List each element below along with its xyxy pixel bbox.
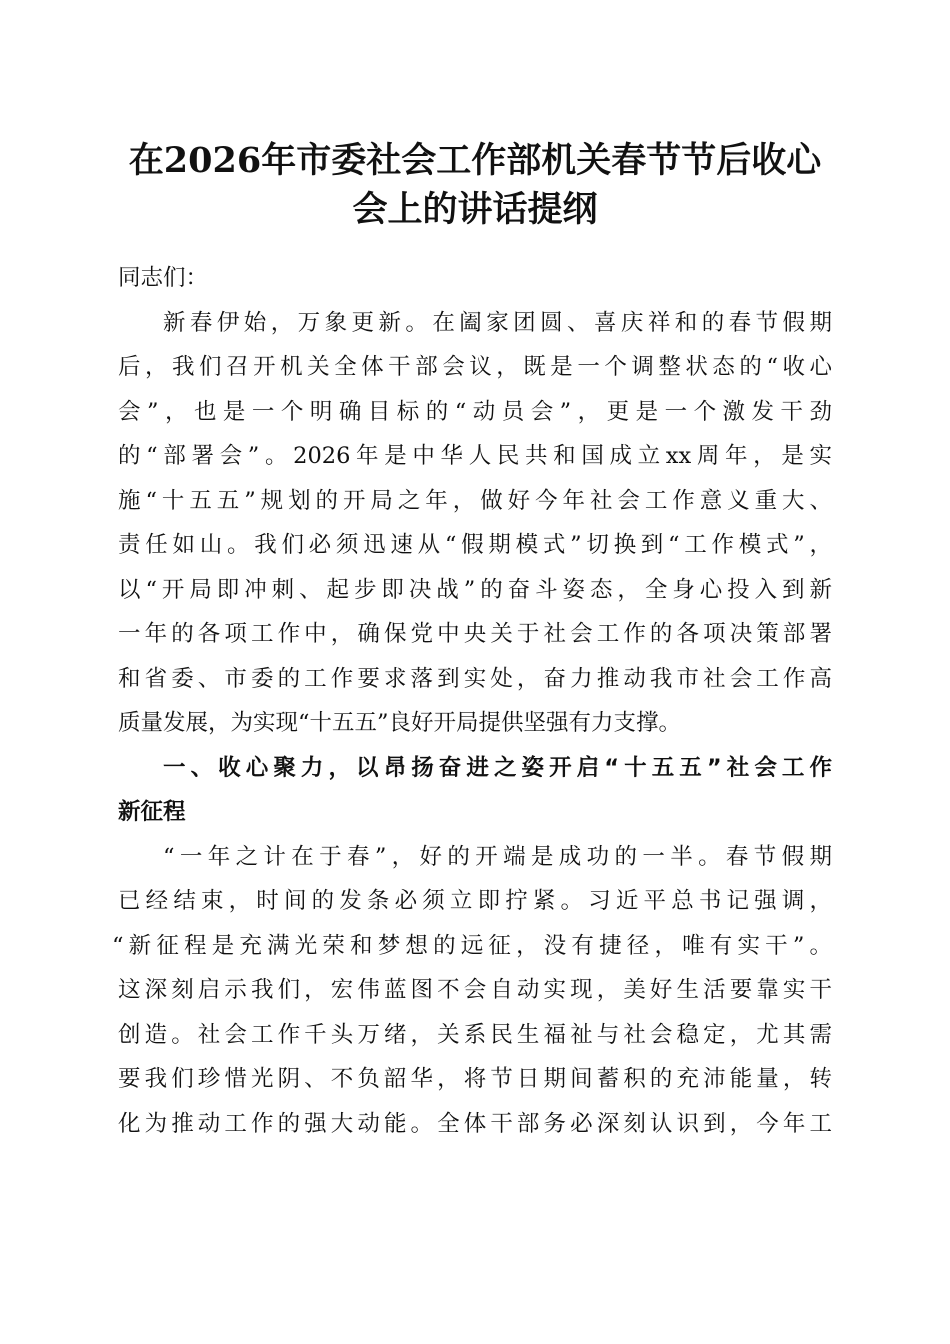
- paragraph-line: 会”，也是一个明确目标的“动员会”，更是一个激发干劲: [118, 398, 832, 425]
- section-heading-line: 一、收心聚力，以昂扬奋进之姿开启“十五五”社会工作: [163, 754, 832, 781]
- paragraph-line: 后，我们召开机关全体干部会议，既是一个调整状态的“收心: [118, 354, 832, 380]
- paragraph-line: 质量发展，为实现“十五五”良好开局提供坚强有力支撑。: [118, 710, 682, 736]
- paragraph-line: 新春伊始，万象更新。在阖家团圆、喜庆祥和的春节假期: [163, 309, 832, 336]
- paragraph-line: 施“十五五”规划的开局之年，做好今年社会工作意义重大、: [118, 487, 832, 514]
- paragraph-line: “新征程是充满光荣和梦想的远征，没有捷径，唯有实干”。: [112, 932, 832, 959]
- intro-paragraph: [118, 301, 832, 746]
- paragraph-line: 创造。社会工作千头万绪，关系民生福祉与社会稳定，尤其需: [118, 1021, 832, 1048]
- section-one-paragraph: [112, 835, 832, 1147]
- paragraph-line: “一年之计在于春”，好的开端是成功的一半。春节假期: [163, 843, 832, 870]
- document-title: [118, 136, 832, 234]
- paragraph-line: 责任如山。我们必须迅速从“假期模式”切换到“工作模式”，: [118, 532, 832, 558]
- paragraph-line: 以“开局即冲刺、起步即决战”的奋斗姿态，全身心投入到新: [118, 576, 832, 603]
- paragraph-line: 化为推动工作的强大动能。全体干部务必深刻认识到，今年工: [118, 1110, 832, 1137]
- paragraph-line: 要我们珍惜光阴、不负韶华，将节日期间蓄积的充沛能量，转: [118, 1066, 832, 1092]
- salutation: 同志们：: [118, 265, 209, 291]
- title-line-1: 在2026年市委社会工作部机关春节节后收心: [128, 140, 822, 181]
- section-heading-line: 新征程: [118, 799, 186, 825]
- paragraph-line: 一年的各项工作中，确保党中央关于社会工作的各项决策部署: [118, 621, 832, 647]
- paragraph-line: 这深刻启示我们，宏伟蓝图不会自动实现，美好生活要靠实干: [118, 977, 832, 1003]
- paragraph-line: 和省委、市委的工作要求落到实处，奋力推动我市社会工作高: [118, 665, 832, 692]
- document-body: [112, 256, 832, 1146]
- title-line-2: 会上的讲话提纲: [352, 189, 598, 230]
- paragraph-line: 的“部署会”。2026年是中华人民共和国成立xx周年，是实: [118, 443, 832, 469]
- paragraph-line: 已经结束，时间的发条必须立即拧紧。习近平总书记强调，: [118, 888, 832, 914]
- section-one-heading: [118, 746, 832, 835]
